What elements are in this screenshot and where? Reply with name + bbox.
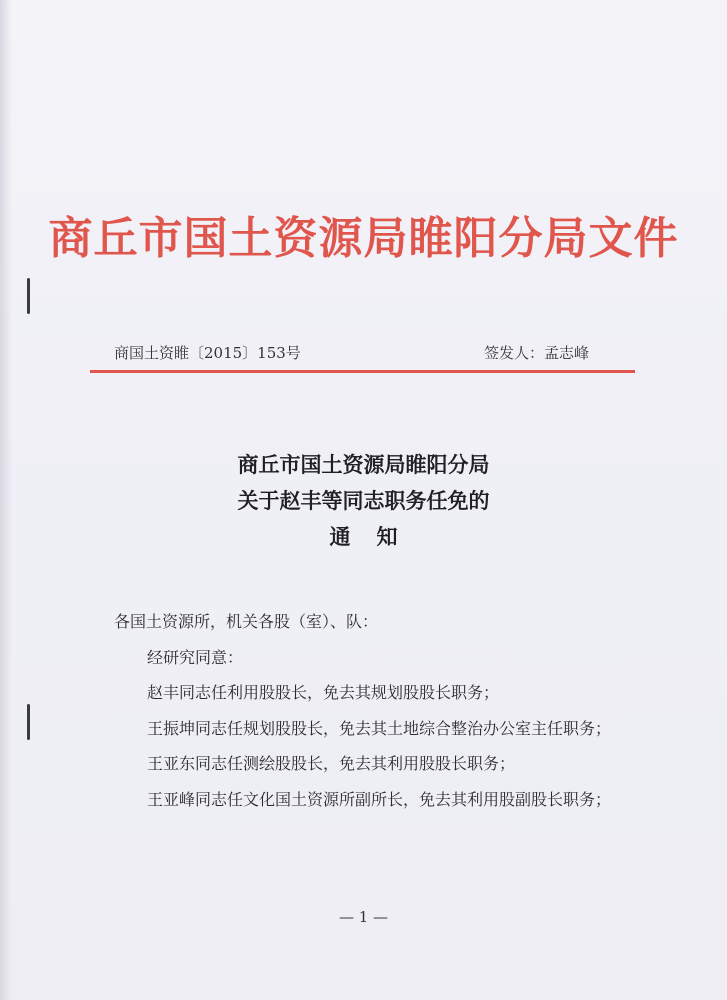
body-paragraph: 王亚峰同志任文化国土资源所副所长，免去其利用股副股长职务；	[147, 789, 612, 809]
page-number: — 1 —	[338, 908, 389, 926]
notice-title-line-1: 商丘市国土资源局睢阳分局	[237, 452, 490, 477]
body-paragraph: 王亚东同志任测绘股股长，免去其利用股股长职务；	[147, 754, 516, 773]
document-header-title: 商丘市国土资源局睢阳分局文件	[48, 213, 679, 264]
body-paragraph: 赵丰同志任利用股股长，免去其规划股股长职务；	[147, 683, 500, 702]
staple-mark	[27, 704, 30, 740]
document-body	[114, 604, 644, 817]
staple-mark	[27, 278, 30, 314]
red-divider-line	[90, 370, 635, 373]
notice-title-line-3: 通知	[329, 524, 424, 549]
body-paragraph: 经研究同意：	[147, 647, 244, 667]
notice-title	[0, 447, 727, 555]
document-number: 商国土资睢〔2015〕153号	[114, 344, 301, 362]
issuer-signature: 签发人：孟志峰	[484, 344, 590, 362]
notice-title-line-2: 关于赵丰等同志职务任免的	[237, 488, 490, 513]
addressee-line: 各国土资源所，机关各股（室）、队：	[114, 612, 379, 631]
body-paragraph: 王振坤同志任规划股股长，免去其土地综合整治办公室主任职务；	[147, 718, 612, 738]
